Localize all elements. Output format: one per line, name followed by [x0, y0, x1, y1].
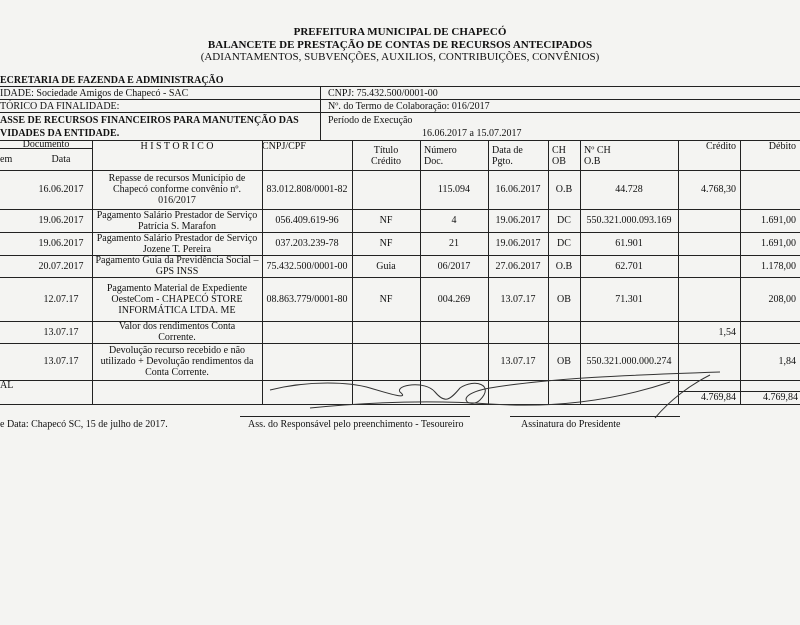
title-line-2: BALANCETE DE PRESTAÇÃO DE CONTAS DE RECURSOS ANTECIPADOS: [207, 39, 593, 51]
row-numero: 115.094: [437, 184, 471, 195]
total-debito: 4.769,84: [763, 392, 798, 403]
row-debito: 1.691,00: [761, 238, 796, 249]
row-data-pgto: [488, 321, 548, 343]
head-cnpj: CNPJ/CPF: [262, 140, 306, 152]
row-data-pgto: 13.07.17: [500, 356, 536, 367]
row-titulo: Guia: [376, 260, 396, 272]
row-historico: Pagamento Salário Prestador de Serviço Patrícia S. Marafon: [96, 209, 258, 232]
row-cnpj: 83.012.808/0001-82: [266, 184, 348, 195]
total-credito: 4.769,84: [701, 392, 736, 403]
row-nch: [580, 321, 678, 343]
title-line-1: PREFEITURA MUNICIPAL DE CHAPECÓ: [293, 26, 507, 38]
head-debito: Débito: [768, 140, 796, 152]
row-data: 13.07.17: [43, 356, 79, 367]
row-nch: 550.321.000.093.169: [586, 215, 672, 226]
row-ch: OB: [557, 356, 571, 367]
row-numero: 4: [451, 215, 457, 226]
historico-label: TÓRICO DA FINALIDADE:: [0, 101, 120, 112]
head-documento: Documento: [22, 138, 70, 150]
local-data: e Data: Chapecó SC, 15 de julho de 2017.: [0, 419, 168, 430]
row-nch: 44.728: [615, 184, 643, 195]
head-titulo: Título Crédito: [371, 145, 401, 167]
head-ch: CH OB: [552, 145, 566, 167]
row-data: 20.07.2017: [38, 260, 84, 272]
responsavel-signature: Ass. do Responsável pelo preenchimento - Tesoureiro: [248, 419, 464, 430]
row-debito: [740, 170, 796, 209]
row-ch: DC: [557, 215, 571, 226]
finalidade-1: ASSE DE RECURSOS FINANCEIROS PARA MANUTENÇÃO DAS: [0, 115, 299, 126]
row-cnpj: 056.409.619-96: [275, 215, 339, 226]
row-data-pgto: 19.06.2017: [495, 215, 541, 226]
row-ch: [548, 321, 580, 343]
row-cnpj: [262, 321, 352, 343]
row-nch: 550.321.000.000.274: [586, 356, 672, 367]
row-credito: [678, 277, 736, 321]
periodo: 16.06.2017 a 15.07.2017: [422, 128, 522, 139]
head-nch: Nº CH O.B: [584, 145, 611, 167]
row-titulo: NF: [379, 238, 393, 249]
row-ch: O.B: [555, 260, 573, 272]
row-data-pgto: 19.06.2017: [495, 238, 541, 249]
row-credito: 4.768,30: [701, 184, 736, 195]
entidade: IDADE: Sociedade Amigos de Chapecó - SAC: [0, 88, 189, 99]
row-numero: [420, 321, 488, 343]
title-line-3: (ADIANTAMENTOS, SUBVENÇÕES, AUXILIOS, CONTRIBUIÇÕES, CONVÊNIOS): [200, 51, 600, 63]
head-data-pgto: Data de Pgto.: [492, 145, 523, 167]
head-numero: Número Doc.: [424, 145, 457, 167]
row-numero: 004.269: [437, 293, 471, 305]
periodo-label: Período de Execução: [328, 115, 413, 126]
row-data: 12.07.17: [43, 293, 79, 305]
finalidade-2: VIDADES DA ENTIDADE.: [0, 128, 120, 139]
row-nch: 71.301: [615, 293, 643, 305]
row-data-pgto: 13.07.17: [500, 293, 536, 305]
row-credito: [678, 209, 736, 232]
row-nch: 61.901: [615, 238, 643, 249]
row-numero: 06/2017: [437, 260, 471, 272]
row-cnpj: 08.863.779/0001-80: [266, 293, 348, 305]
row-nch: 62.701: [615, 260, 643, 272]
row-titulo: NF: [379, 215, 393, 226]
row-data-pgto: 16.06.2017: [495, 184, 541, 195]
termo: Nº. do Termo de Colaboração: 016/2017: [328, 101, 490, 112]
total-label: AL: [0, 380, 14, 391]
row-titulo: NF: [379, 293, 393, 305]
head-item: em: [0, 153, 13, 165]
row-debito: [740, 321, 796, 343]
row-historico: Pagamento Material de Expediente OesteCom - CHAPECÓ STORE INFORMÁTICA LTDA. ME: [106, 282, 248, 316]
row-historico: Pagamento Salário Prestador de Serviço Jozene T. Pereira: [96, 232, 258, 255]
row-data: 13.07.17: [43, 326, 79, 338]
row-data: 16.06.2017: [38, 184, 84, 195]
head-credito: Crédito: [706, 140, 736, 152]
row-historico: Devolução recurso recebido e não utilizado + Devolução rendimentos da Conta Corrente.: [100, 345, 254, 378]
row-titulo: [352, 321, 420, 343]
row-numero: 21: [449, 238, 459, 249]
row-historico: Valor dos rendimentos Conta Corrente.: [118, 321, 236, 343]
row-cnpj: 75.432.500/0001-00: [266, 260, 348, 272]
row-historico: Repasse de recursos Município de Chapecó conforme convênio nº. 016/2017: [108, 173, 246, 206]
row-ch: OB: [557, 293, 571, 305]
row-ch: DC: [557, 238, 571, 249]
row-cnpj: 037.203.239-78: [275, 238, 339, 249]
cnpj-entidade: CNPJ: 75.432.500/0001-00: [328, 88, 438, 99]
row-data-pgto: 27.06.2017: [495, 260, 541, 272]
secretaria: ECRETARIA DE FAZENDA E ADMINISTRAÇÃO: [0, 75, 224, 86]
row-credito: [678, 232, 736, 255]
row-debito: 1.691,00: [761, 215, 796, 226]
row-data: 19.06.2017: [38, 238, 84, 249]
row-data: 19.06.2017: [38, 215, 84, 226]
row-debito: 208,00: [768, 293, 796, 305]
row-debito: 1.178,00: [761, 260, 796, 272]
row-titulo: [352, 170, 420, 209]
head-historico: H I S T O R I C O: [140, 140, 214, 152]
row-ch: O.B: [555, 184, 573, 195]
row-credito: [678, 255, 736, 277]
row-debito: 1,84: [778, 356, 796, 367]
row-credito: 1,54: [718, 326, 736, 338]
row-historico: Pagamento Guia da Previdência Social – GPS INSS: [95, 255, 259, 277]
head-data: Data: [51, 153, 71, 165]
presidente-signature: Assinatura do Presidente: [521, 419, 621, 430]
